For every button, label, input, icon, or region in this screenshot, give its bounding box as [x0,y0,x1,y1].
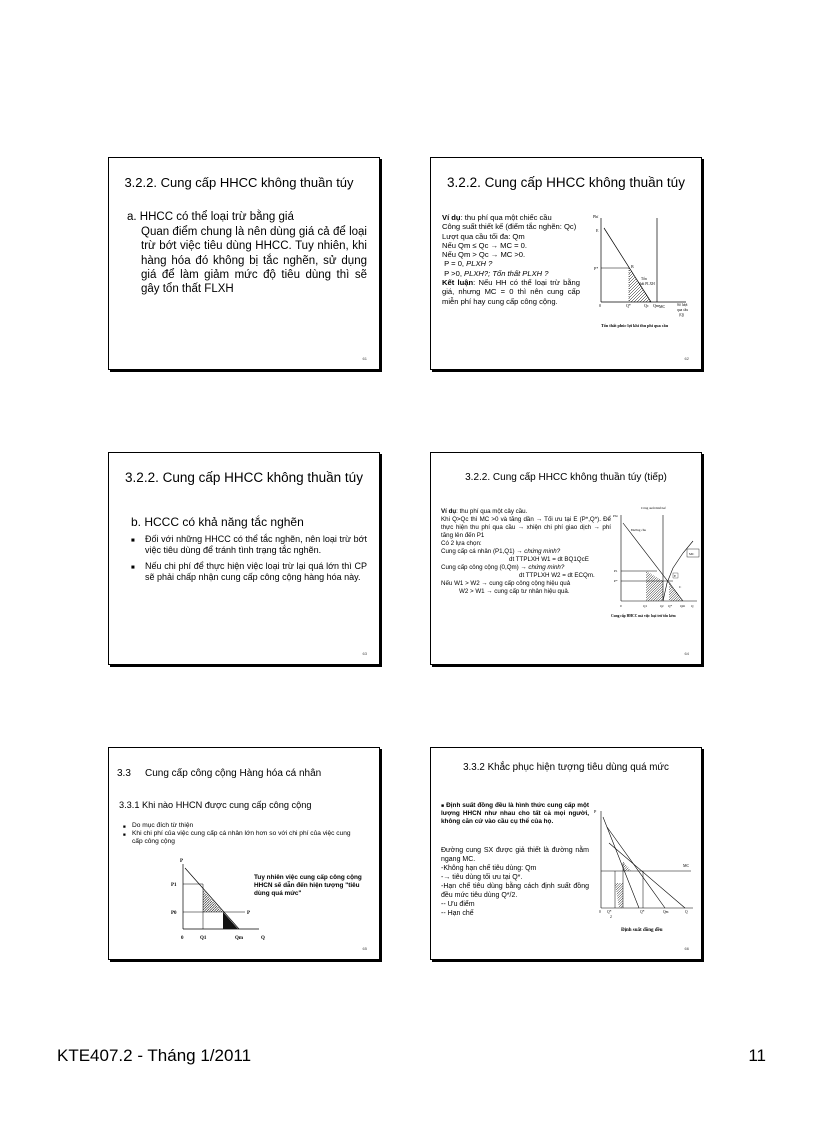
demand-line [604,228,651,302]
slide-body [441,508,611,596]
chart-caption: Tổn thất phúc lợi khi thu phí qua cầu [601,323,669,328]
qc-label: Qc [644,303,649,308]
loss-area-1 [615,883,623,908]
bullet-list [131,534,367,583]
slide-title: 3.2.2. Cung cấp HHCC không thuần túy (tiếp) [465,472,667,483]
chart-caption: Định suất đồng đều [621,928,663,933]
line: Nếu Qm > Qc → MC >0. [442,250,526,260]
q1-label: Q1 [200,936,207,941]
chart-caption: Cung cấp HHCC mà việc loại trừ tốn kém [611,614,676,618]
slide-note: Tuy nhiên việc cung cấp công cộng HHCN sẽ dẫn đến hiện tượng "tiêu dùng quá mức" [254,874,362,898]
loss-w1-area [646,571,663,601]
slide-body [442,213,580,306]
slide-title: 3.2.2. Cung cấp HHCC không thuần túy [447,175,685,190]
qm-label: Qm [653,303,659,308]
qstar-half-denominator: 2 [610,915,612,919]
line: P = 0, [444,259,467,269]
bullet-item [131,534,367,557]
qstar-label: Q* [640,910,645,914]
mc-label: MC [689,552,695,556]
demand-line [185,868,239,929]
e-label: E [674,574,677,578]
line: P >0, [444,268,465,278]
definition-text: Định suất đồng đều là hình thức cung cấp một lượng HHCN như nhau cho tất cả mọi người, không căn cứ vào cầu cụ thể của họ. [441,802,589,825]
qm-label: Qm [663,910,669,914]
uniform-rationing-chart [593,803,699,938]
dwl-label-1: Tổn [641,277,647,281]
qc-label: Qc [660,604,664,608]
bullet-list [123,822,363,847]
x-label-1: Số lượt [677,303,688,307]
example-text: : thu phí qua một cây cầu. [456,508,528,515]
q-label: Q [691,604,694,608]
line: Đường cung SX được giả thiết là đường nằm ngang MC. [441,847,589,863]
slide-number: 65 [362,946,367,951]
slide-number: 66 [684,946,689,951]
line: Khi Q>Qc thì MC >0 và tăng dần → Tối ưu tại E (P*,Q*). Để thực hiện thu phí qua cầu → xhiện chi phí giao dịch → phí tăng lên đến P1 [441,516,611,539]
slide-62 [430,157,702,370]
slide-subtitle: 3.3.1 Khi nào HHCN được cung cấp công cộng [119,800,312,810]
mc-label: MC [683,863,690,868]
conclusion-text: : Nếu HH có thể loại trừ bằng giá, nhưng MC = 0 thì nên cung cấp miễn phí hay cung cấp công cộng. [442,278,580,306]
p-axis-label: P [180,859,184,864]
line: -→ tiêu dùng tối ưu tại Q*. [441,874,523,881]
qstar-label: Q* [668,604,673,608]
definition: ■ Định suất đồng đều là hình thức cung cấp một lượng HHCN như nhau cho tất cả mọi người, không căn cứ vào cầu cụ thể của họ. [441,802,589,825]
line: -- Hạn chế [441,910,474,917]
qstar-half-label: Q* [607,910,612,914]
costly-exclusion-chart [611,503,701,628]
slide-body: Quan điểm chung là nên dùng giá cả để loại trừ bớt việc tiêu dùng HHCC. Tuy nhiên, khi hàng hóa đó không bị tắc nghẽn, sử dụng giá để làm giảm mức độ tiêu dùng thì sẽ gây tổn thất FLXH [141,226,367,296]
line: -Hạn chế tiêu dùng bằng cách định suất đồng đều mức tiêu dùng Q*/2. [441,883,589,899]
b-label: B [631,264,634,269]
bullet-text: Khi chi phí của việc cung cấp cá nhân lớn hơn so với chi phí của việc cung cấp công cộng [132,830,351,846]
pstar-label: P* [594,266,599,271]
origin-label: 0 [599,910,601,914]
q1-label: Q1 [643,604,648,608]
line: Nếu W1 > W2 → cung cấp công cộng hiệu quả [441,580,571,587]
bullet-item [131,561,367,584]
line: dt TTPLXH W1 = dt BQ1QcE [509,556,589,563]
demand-line-2 [607,827,665,908]
footer-page-number: 11 [748,1046,766,1065]
slide-number: 64 [684,651,689,656]
qstar-label: Q* [626,303,631,308]
pstar-label: P* [614,579,618,583]
q-label: Q [261,936,265,941]
bullet-text: Nếu chi phí để thực hiện việc loại trừ lại quá lớn thì CP sẽ phải chấp nhận cung cấp công cộng hàng hóa này. [145,560,367,582]
overconsumption-chart [167,856,277,948]
qm-label: Qm [680,604,686,608]
line: Có 2 lựa chọn: [441,540,482,547]
p-line-label: P [247,911,251,916]
line: Cung cấp cá nhân (P1,Q1) → [441,548,525,555]
slide-number: 61 [362,356,367,361]
slide-title: Cung cấp công cộng Hàng hóa cá nhân [145,768,322,779]
line: Nếu Qm ≤ Qc → MC = 0. [442,240,527,250]
bullet-item [123,830,363,846]
slide-title: 3.2.2. Cung cấp HHCC không thuần túy [125,470,363,485]
p1-label: P1 [171,883,177,888]
slide-66 [430,747,702,960]
line-italic: chứng minh? [524,548,561,555]
slide-number: 63 [362,651,367,656]
slide-61 [108,157,380,370]
line-italic: chứng minh? [528,564,565,571]
q-label: Q [685,910,688,914]
example-label: Ví dụ [442,213,461,222]
slide-title-number: 3.3 [117,768,131,779]
bullet-item [123,822,363,830]
line: -Không hạn chế tiêu dùng: Qm [441,865,537,872]
p-axis-label: P [594,809,597,814]
line: -- Ưu điểm [441,901,475,908]
line: Cung cấp công cộng (0,Qm) → [441,564,529,571]
origin-label: 0 [620,604,622,608]
x-label-3: (Q) [679,313,684,317]
slide-title: 3.3.2 Khắc phục hiện tượng tiêu dùng quá mức [463,762,669,773]
bridge-toll-chart [591,210,696,335]
line: W2 > W1 → cung cấp tư nhân hiệu quả. [459,588,570,595]
origin-label: 0 [181,936,184,941]
bullet-text: Do mục đích từ thiện [132,822,194,829]
slide-63 [108,452,380,665]
demand-label: Đường cầu [631,528,647,532]
p0-label: P0 [171,911,177,916]
slide-heading: b. HCCC có khả năng tắc nghẽn [131,515,304,529]
bullet-text: Đối với những HHCC có thể tắc nghẽn, nên loại trừ bớt việc tiêu dùng để tránh tình trạng tắc nghẽn. [145,534,367,556]
c-label: C [679,585,682,589]
line-italic: PLXH ? [466,259,493,269]
line: Lượt qua cầu tối đa: Qm [442,231,525,241]
origin-label: 0 [599,303,601,308]
line: dt TTPLXH W2 = dt ECQm. [519,572,595,579]
loss-area-upper [203,890,223,912]
qm-label: Qm [235,936,244,941]
slide-number: 62 [684,356,689,361]
footer-course: KTE407.2 - Tháng 1/2011 [57,1046,252,1065]
mc-label: MC [659,304,666,309]
slide-body [441,846,589,918]
p1-label: P1 [614,569,618,573]
line-italic: PLXH?; Tổn thất PLXH ? [464,268,549,278]
slide-65 [108,747,380,960]
slide-64 [430,452,702,665]
loss-area-2 [623,861,631,871]
capacity-label: Công suất thiết kế [641,506,666,510]
slide-title: 3.2.2. Cung cấp HHCC không thuần túy [124,175,354,190]
loss-area-lower [223,912,238,929]
p-axis-label: Phí [613,514,618,518]
p-axis-label: Phí [593,214,599,219]
conclusion-label: Kết luận [442,278,474,288]
slide-heading: a. HHCC có thể loại trừ bằng giá [127,211,294,223]
dwl-label-2: thất PLXH [639,282,655,286]
example-label: Ví dụ [441,508,457,515]
example-text: : thu phí qua một chiếc cầu [460,213,552,222]
e-label: E [596,228,599,233]
line: Công suất thiết kế (điểm tắc nghẽn: Qc) [442,222,577,232]
x-label-2: qua cầu [677,308,689,312]
